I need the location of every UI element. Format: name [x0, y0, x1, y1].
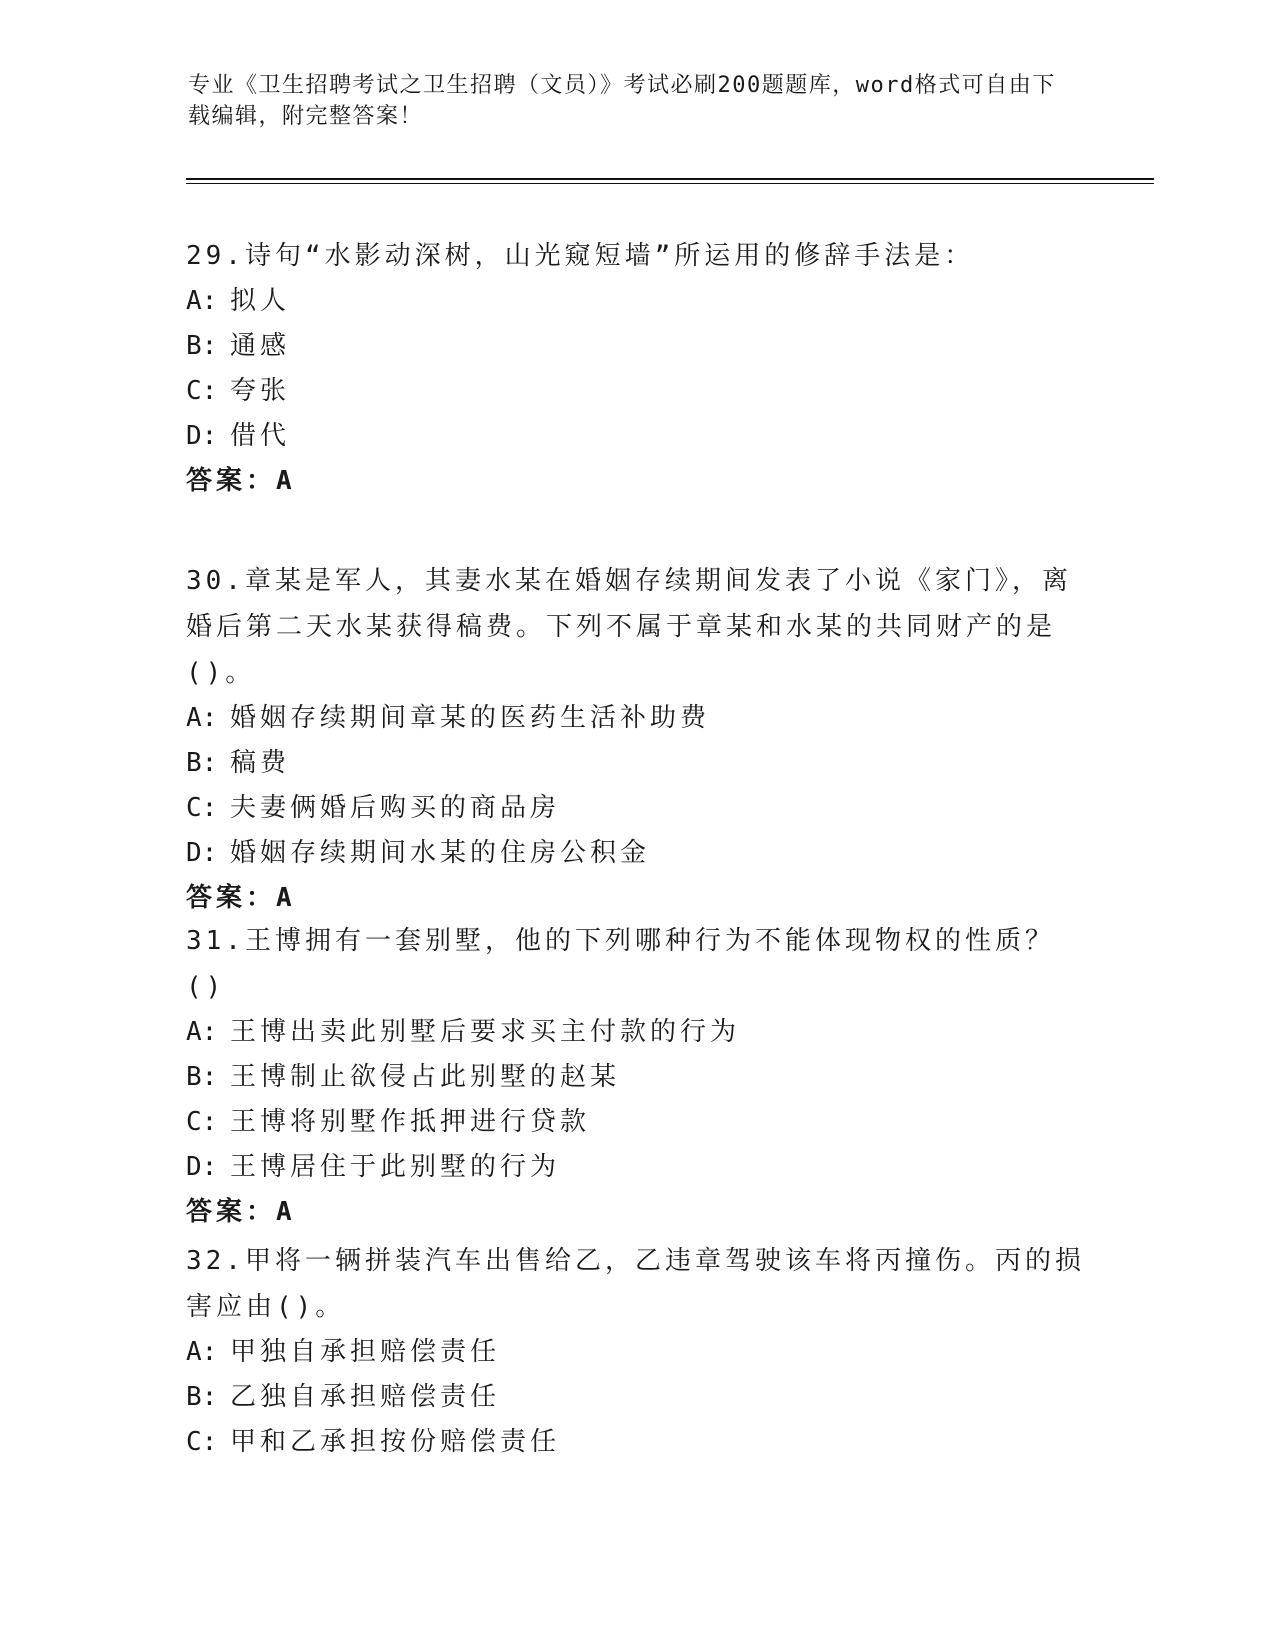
option-letter: C:: [186, 1427, 218, 1457]
option-letter: B:: [186, 1062, 218, 1092]
option-text: 王博制止欲侵占此别墅的赵某: [230, 1062, 621, 1092]
option-text: 借代: [230, 421, 291, 451]
header-divider-thick: [186, 178, 1154, 180]
option-letter: A:: [186, 1337, 218, 1367]
option-b: [186, 1375, 1086, 1420]
option-letter: D:: [186, 838, 218, 868]
option-letter: C:: [186, 793, 218, 823]
header-divider-thin: [186, 183, 1154, 184]
option-b: [186, 741, 1086, 786]
option-text: 通感: [230, 331, 291, 361]
option-letter: C:: [186, 1107, 218, 1137]
option-letter: D:: [186, 421, 218, 451]
option-text: 王博将别墅作抵押进行贷款: [230, 1107, 591, 1137]
option-text: 婚姻存续期间章某的医药生活补助费: [230, 703, 711, 733]
option-d: [186, 414, 1086, 459]
document-header: 专业《卫生招聘考试之卫生招聘（文员）》考试必刷200题题库，word格式可自由下载编辑，附完整答案！: [188, 73, 1056, 129]
option-c: [186, 1100, 1086, 1145]
option-b: [186, 1055, 1086, 1100]
option-a: [186, 1010, 1086, 1055]
question-30: [186, 558, 1086, 921]
option-text: 稿费: [230, 748, 291, 778]
answer: 答案：A: [186, 883, 296, 913]
option-letter: B:: [186, 1382, 218, 1412]
option-text: 王博出卖此别墅后要求买主付款的行为: [230, 1017, 741, 1047]
option-text: 乙独自承担赔偿责任: [230, 1382, 501, 1412]
option-letter: A:: [186, 1017, 218, 1047]
option-text: 夸张: [230, 376, 291, 406]
option-text: 婚姻存续期间水某的住房公积金: [230, 838, 651, 868]
option-a: [186, 696, 1086, 741]
question-stem: 30.章某是军人，其妻水某在婚姻存续期间发表了小说《家门》，离婚后第二天水某获得稿费。下列不属于章某和水某的共同财产的是()。: [186, 566, 1072, 688]
option-c: [186, 369, 1086, 414]
question-32: [186, 1238, 1086, 1465]
option-letter: D:: [186, 1152, 218, 1182]
question-29: [186, 233, 1086, 504]
question-stem: 29.诗句“水影动深树，山光窥短墙”所运用的修辞手法是：: [186, 241, 975, 271]
option-letter: A:: [186, 286, 218, 316]
question-31: [186, 918, 1086, 1235]
option-c: [186, 1420, 1086, 1465]
option-d: [186, 831, 1086, 876]
option-d: [186, 1145, 1086, 1190]
option-a: [186, 279, 1086, 324]
option-a: [186, 1330, 1086, 1375]
option-letter: B:: [186, 331, 218, 361]
option-letter: A:: [186, 703, 218, 733]
option-text: 拟人: [230, 286, 291, 316]
option-text: 王博居住于此别墅的行为: [230, 1152, 561, 1182]
answer: 答案：A: [186, 1197, 296, 1227]
option-b: [186, 324, 1086, 369]
answer: 答案：A: [186, 466, 296, 496]
question-stem: 32.甲将一辆拼装汽车出售给乙，乙违章驾驶该车将丙撞伤。丙的损害应由()。: [186, 1246, 1085, 1322]
option-c: [186, 786, 1086, 831]
question-stem: 31.王博拥有一套别墅，他的下列哪种行为不能体现物权的性质？(): [186, 926, 1055, 1002]
option-text: 夫妻俩婚后购买的商品房: [230, 793, 561, 823]
option-text: 甲独自承担赔偿责任: [230, 1337, 501, 1367]
option-letter: B:: [186, 748, 218, 778]
option-letter: C:: [186, 376, 218, 406]
option-text: 甲和乙承担按份赔偿责任: [230, 1427, 561, 1457]
